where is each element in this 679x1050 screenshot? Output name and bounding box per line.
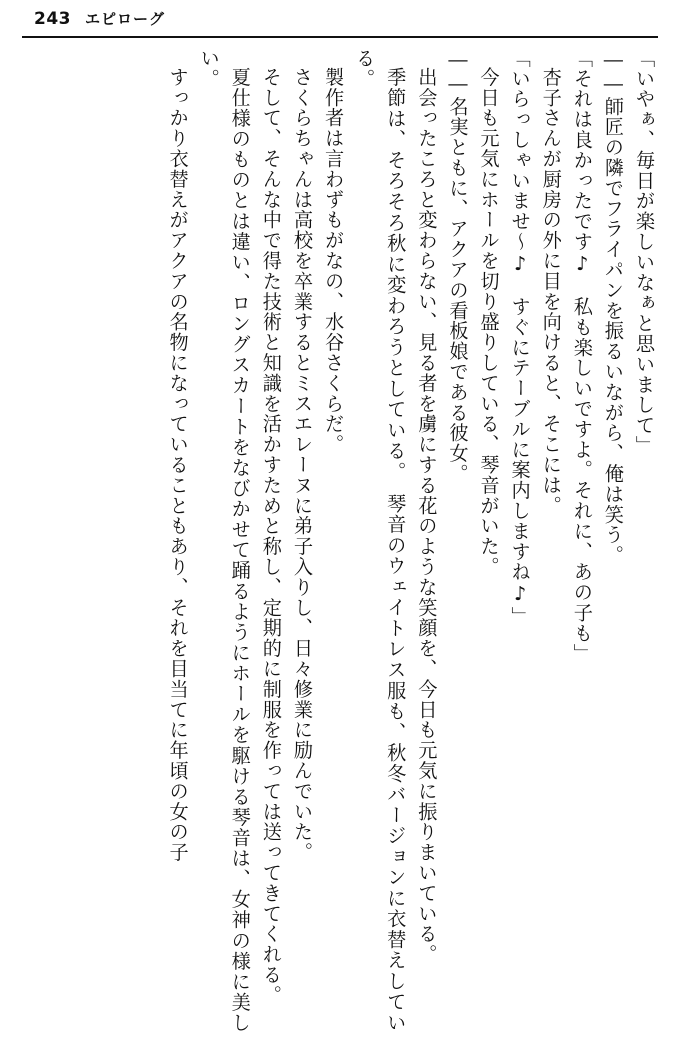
paragraph: ――名実ともに、アクアの看板娘である彼女。 [446, 48, 470, 484]
vertical-text-column [20, 48, 660, 1033]
paragraph: ――師匠の隣でフライパンを振るいながら、俺は笑う。 [601, 48, 625, 566]
paragraph: そして、そんな中で得た技術と知識を活かすためと称し、定期的に制服を作っては送ってきてくれる。 [259, 67, 283, 1006]
paragraph: 「それは良かったです♪ 私も楽しいですよ。それに、あの子も」 [570, 48, 594, 664]
header-divider [22, 36, 658, 38]
body-text-area [20, 48, 660, 1038]
paragraph: 製作者は言わずもがなの、水谷さくらだ。 [322, 67, 346, 455]
paragraph: さくらちゃんは高校を卒業するとミスエレーヌに弟子入りし、日々修業に励んでいた。 [290, 67, 314, 863]
paragraph: 出会ったころと変わらない、見る者を虜にする花のような笑顔を、今日も元気に振りまいている。 [415, 67, 439, 965]
page-header [34, 8, 165, 29]
paragraph: すっかり衣替えがアクアの名物になっていることもあり、それを目当てに年頃の女の子 [166, 67, 190, 863]
chapter-title: エピローグ [85, 10, 166, 28]
page-number: 243 [34, 9, 71, 29]
paragraph: 「いらっしゃいませ～♪ すぐにテーブルに案内しますね♪」 [508, 48, 532, 627]
paragraph: 季節は、そろそろ秋に変わろうとしている。 琴音のウェイトレス服も、秋冬バージョンに衣替えしている。 [353, 48, 408, 1033]
paragraph: 夏仕様のものとは違い、ロングスカートをなびかせて踊るようにホールを駆ける琴音は、女神の様に美しい。 [197, 48, 252, 1033]
paragraph: 杏子さんが厨房の外に目を向けると、そこには。 [539, 67, 563, 516]
paragraph: 今日も元気にホールを切り盛りしている、琴音がいた。 [477, 67, 501, 577]
paragraph: 「いやぁ、毎日が楽しいなぁと思いまして」 [633, 48, 656, 456]
